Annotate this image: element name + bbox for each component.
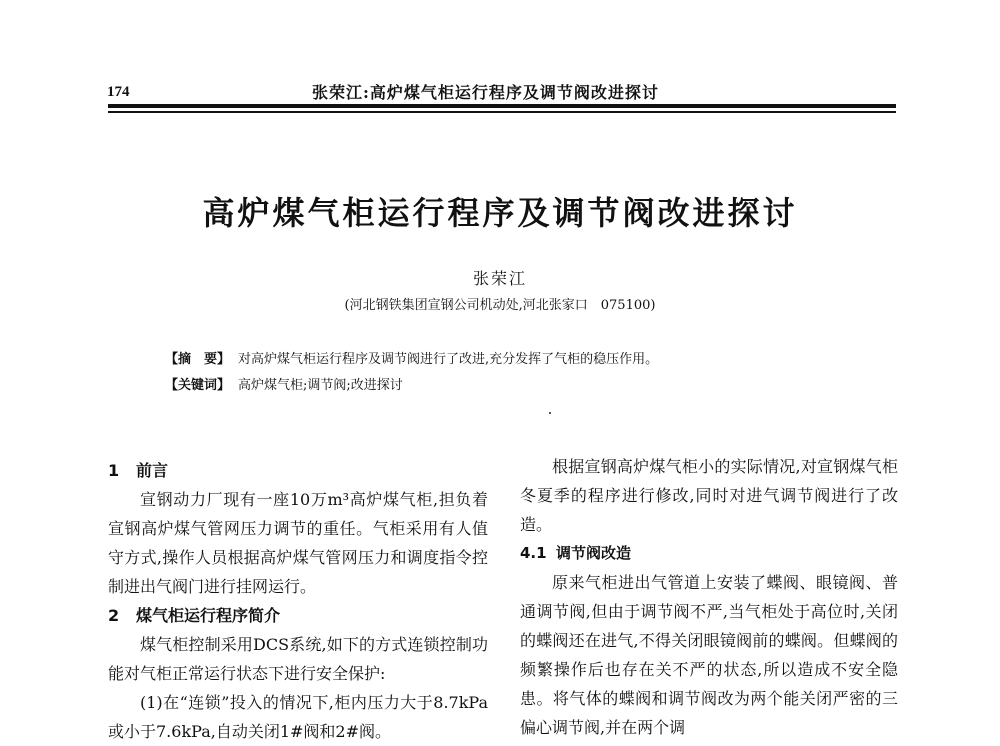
subsection-number: 4.1 (520, 544, 547, 562)
header-rule-thin (108, 111, 896, 113)
left-column (108, 456, 488, 746)
running-header: 张荣江:高炉煤气柜运行程序及调节阀改进探讨 (312, 83, 659, 102)
header-rule-thick (108, 104, 896, 108)
section-heading-1 (108, 456, 488, 485)
keywords-label: 【关键词】 (165, 378, 231, 393)
paragraph: 煤气柜控制采用DCS系统,如下的方式连锁控制功能对气柜正常运行状态下进行安全保护: (108, 635, 488, 683)
author-affiliation: (河北钢铁集团宣钢公司机动处,河北张家口 075100) (344, 298, 656, 313)
abstract-label: 【摘 要】 (165, 352, 231, 367)
section-number: 2 (108, 606, 120, 625)
section-title: 前言 (136, 461, 169, 480)
article-title: 高炉煤气柜运行程序及调节阀改进探讨 (202, 194, 798, 232)
section-title: 煤气柜运行程序简介 (136, 606, 281, 625)
subsection-title: 调节阀改造 (556, 544, 632, 562)
author-name: 张荣江 (472, 269, 527, 288)
list-item: (1)在“连锁”投入的情况下,柜内压力大于8.7kPa或小于7.6kPa,自动关闭1#阀和2#阀。 (108, 693, 488, 741)
stray-mark (549, 412, 551, 414)
paragraph: 宣钢动力厂现有一座10万m³高炉煤气柜,担负着宣钢高炉煤气管网压力调节的重任。气柜采用有人值守方式,操作人员根据高炉煤气管网压力和调度指令控制进出气阀门进行挂网运行。 (108, 490, 488, 596)
abstract (165, 348, 658, 367)
right-column (520, 452, 898, 742)
abstract-text: 对高炉煤气柜运行程序及调节阀进行了改进,充分发挥了气柜的稳压作用。 (238, 352, 659, 367)
section-heading-2 (108, 601, 488, 630)
paragraph: 原来气柜进出气管道上安装了蝶阀、眼镜阀、普通调节阀,但由于调节阀不严,当气柜处于高位时,关闭的蝶阀还在进气,不得关闭眼镜阀前的蝶阀。但蝶阀的频繁操作后也存在关不严的状态,所以造成不安全隐患。将气体的蝶阀和调节阀改为两个能关闭严密的三偏心调节阀,并在两个调 (520, 573, 898, 737)
page-number: 174 (107, 84, 130, 100)
keywords-text: 高炉煤气柜;调节阀;改进探讨 (238, 378, 403, 393)
subsection-heading-4-1 (520, 539, 898, 568)
keywords (165, 374, 403, 393)
section-number: 1 (108, 461, 120, 480)
paragraph: 根据宣钢高炉煤气柜小的实际情况,对宣钢煤气柜冬夏季的程序进行修改,同时对进气调节阀进行了改造。 (520, 457, 898, 534)
